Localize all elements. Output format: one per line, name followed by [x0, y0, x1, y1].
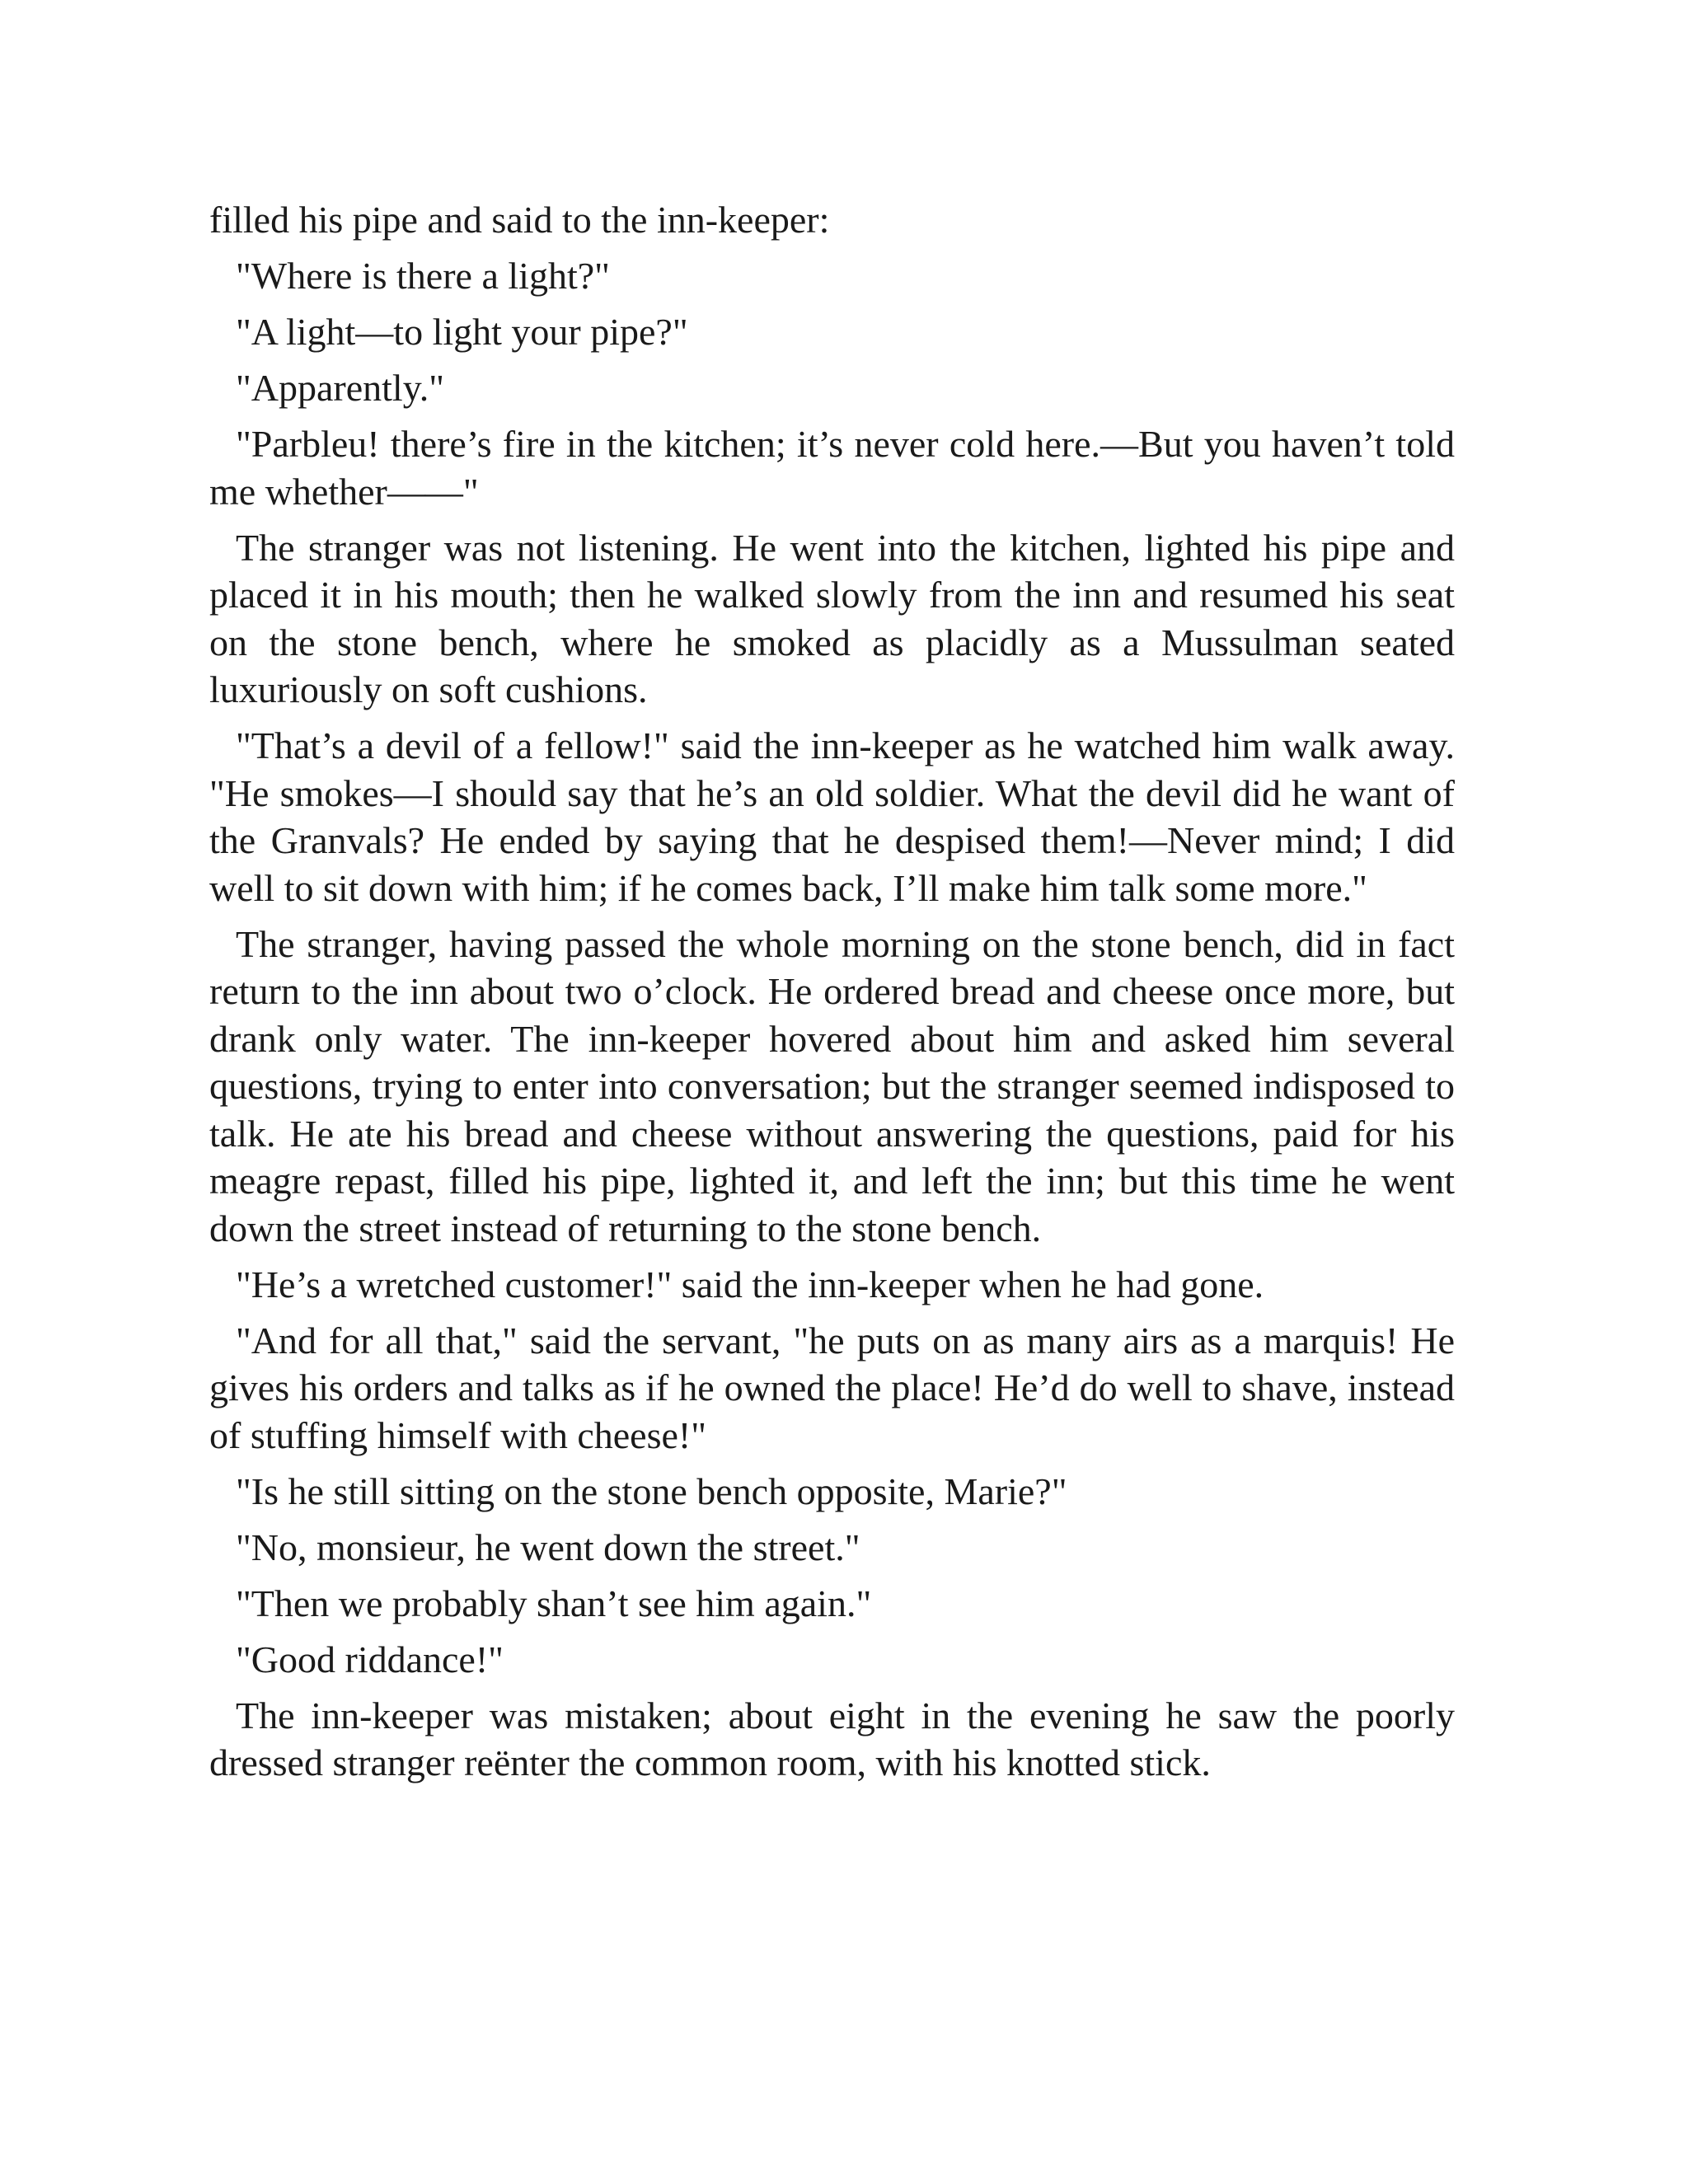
paragraph: "A light—to light your pipe?" [236, 311, 688, 353]
paragraph: "Apparently." [236, 367, 444, 409]
paragraph: "He’s a wretched customer!" said the inn-keeper when he had gone. [236, 1263, 1264, 1305]
paragraph: "Where is there a light?" [236, 255, 610, 297]
paragraph: "Is he still sitting on the stone bench opposite, Marie?" [236, 1469, 1067, 1512]
paragraph: "Good riddance!" [236, 1638, 504, 1680]
paragraph: The stranger, having passed the whole morning on the stone bench, did in fact return to the inn about two o’clock. He ordered bread and cheese once more, but drank only water. The inn-keeper hovered about him and asked him several questions, trying to enter into conversation; but the stranger seemed indisposed to talk. He ate his bread and cheese without answering the questions, paid for his meagre repast, filled his pipe, lighted it, and left the inn; but this time he went down the street instead of returning to the stone bench. [209, 922, 1455, 1249]
page-body [209, 196, 1455, 1795]
paragraph: "Then we probably shan’t see him again." [236, 1582, 872, 1624]
paragraph: The stranger was not listening. He went into the kitchen, lighted his pipe and placed it in his mouth; then he walked slowly from the inn and resumed his seat on the stone bench, where he smoked as placidly as a Mussulman seated luxuriously on soft cushions. [209, 526, 1455, 710]
paragraph: "That’s a devil of a fellow!" said the inn-keeper as he watched him walk away. "He smokes—I should say that he’s an old soldier. What the devil did he want of the Granvals? He ended by saying that he despised them!—Never mind; I did well to sit down with him; if he comes back, I’ll make him talk some more." [209, 724, 1455, 909]
paragraph: The inn-keeper was mistaken; about eight in the evening he saw the poorly dressed stranger reënter the common room, with his knotted stick. [209, 1694, 1455, 1783]
paragraph: "Parbleu! there’s fire in the kitchen; it’s never cold here.—But you haven’t told me whether——" [209, 423, 1455, 513]
paragraph: filled his pipe and said to the inn-keeper: [209, 199, 830, 241]
paragraph: "And for all that," said the servant, "he puts on as many airs as a marquis! He gives his orders and talks as if he owned the place! He’d do well to shave, instead of stuffing himself with cheese!" [209, 1319, 1455, 1456]
paragraph: "No, monsieur, he went down the street." [236, 1526, 860, 1568]
